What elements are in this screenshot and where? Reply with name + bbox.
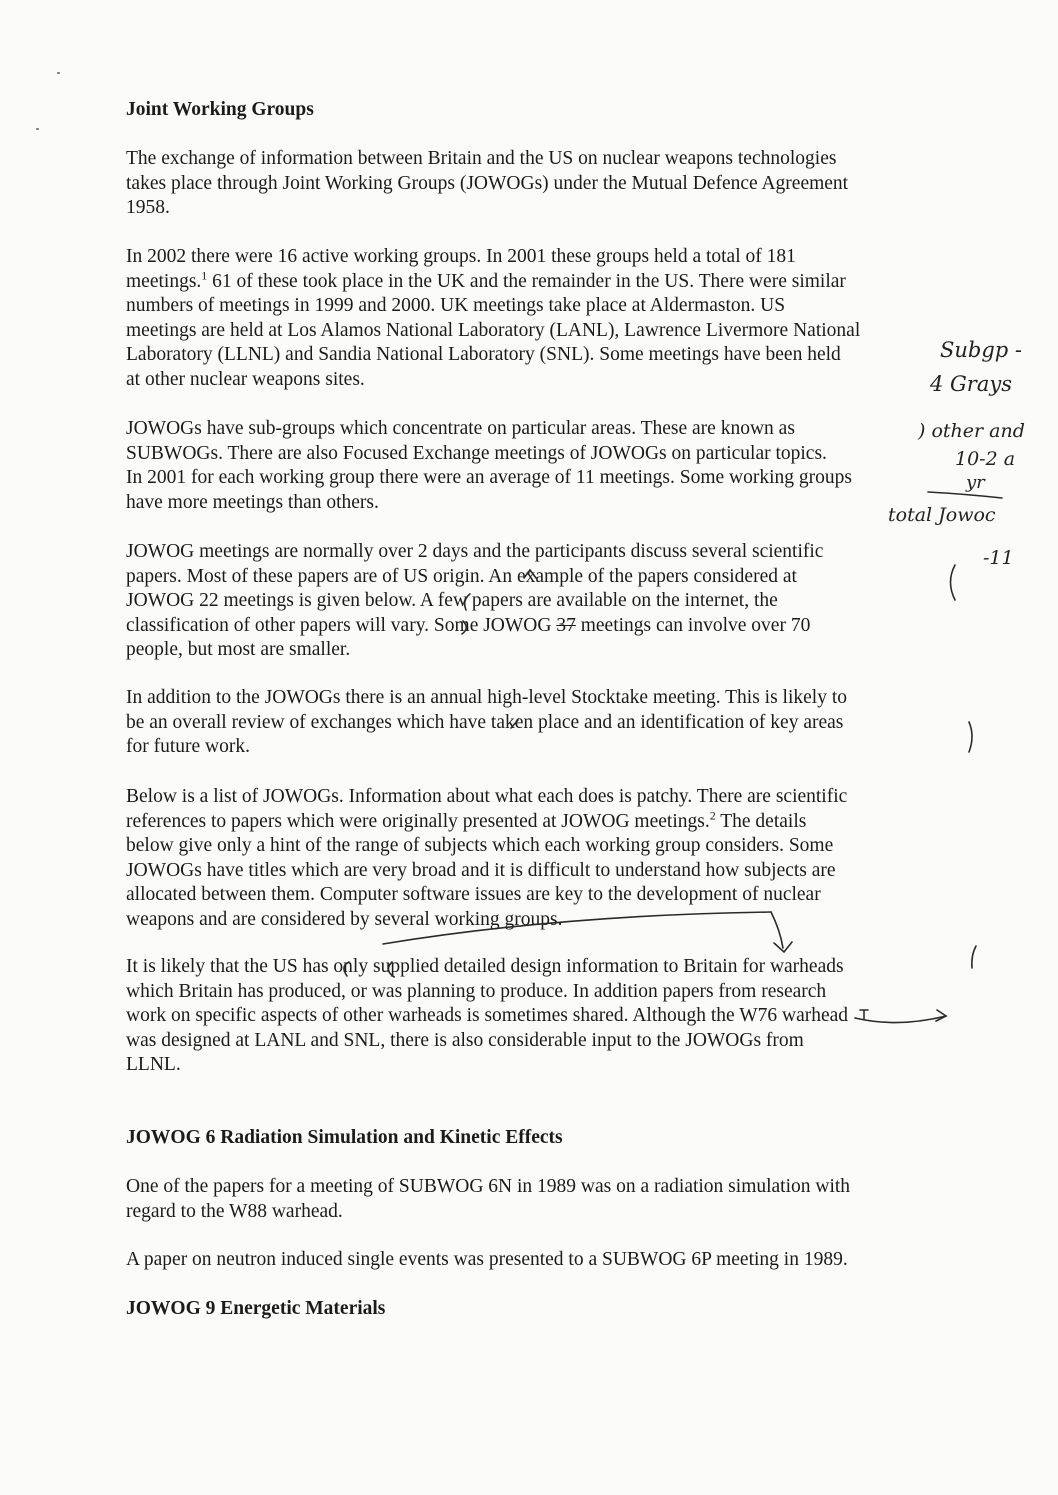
paragraph: In addition to the JOWOGs there is an annual high-level Stocktake meeting. This is likely to be an overall review of exchanges which have taken place and an identification of key areas for future work.: [126, 687, 847, 757]
paragraph: A paper on neutron induced single events was presented to a SUBWOG 6P meeting in 1989.: [126, 1249, 848, 1270]
pen-bracket: [388, 962, 394, 977]
paragraph: In 2002 there were 16 active working groups. In 2001 these groups held a total of 181 meetings.$^1$ 61 of these took place in the UK and the remainder in the US. There were similar numbers of meetings in 1999 and 2000. UK meetings take place at Aldermaston. US meetings are held at Los Alamos National Laboratory (LANL), Lawrence Livermore National Laboratory (LLNL) and Sandia National Laboratory (SNL). Some meetings have been held at other nuclear weapons sites.: [126, 246, 861, 390]
paragraph: The exchange of information between Britain and the US on nuclear weapons technologies takes place through Joint Working Groups (JOWOGs) under the Mutual Defence Agreement 1958.: [126, 148, 849, 218]
paragraph: Below is a list of JOWOGs. Information about what each does is patchy. There are scientific references to papers which were originally presented at JOWOG meetings.$^2$ The details below give only a hint of the range of subjects which each working group considers. Some JOWOGs have titles which are very broad and it is difficult to understand how subjects are allocated between them. Computer software issues are key to the development of nuclear weapons and are considered by several working groups.: [126, 786, 848, 930]
section-heading-jowog-9: JOWOG 9 Energetic Materials: [126, 1298, 386, 1319]
pen-bracket: [951, 565, 956, 600]
section-heading-jowog-6: JOWOG 6 Radiation Simulation and Kinetic Effects: [126, 1127, 563, 1148]
handwritten-note: 4 Grays: [930, 372, 1013, 396]
paragraph: JOWOGs have sub-groups which concentrate on particular areas. These are known as SUBWOGs. There are also Focused Exchange meetings of JOWOGs on particular topics. In 2001 for each working group there were an average of 11 meetings. Some working groups have more meetings than others.: [126, 418, 852, 513]
pen-bracket: [972, 946, 976, 968]
pen-underline: [928, 492, 1002, 498]
pen-arrow-head: [936, 1010, 946, 1021]
handwritten-note: Subgp -: [940, 338, 1023, 362]
pen-bracket: [344, 962, 349, 976]
pen-bracket: [465, 594, 470, 610]
footnote-ref: 2: [709, 808, 716, 822]
handwritten-note: yr: [966, 472, 985, 493]
handwritten-note: 10-2 a: [955, 448, 1016, 470]
handwritten-note: -11: [983, 547, 1014, 569]
pen-insert-mark: [860, 1010, 868, 1019]
pen-insert-mark: [511, 720, 518, 728]
paragraph: One of the papers for a meeting of SUBWOG 6N in 1989 was on a radiation simulation with regard to the W88 warhead.: [126, 1176, 851, 1222]
handwritten-note: total Jowoc: [888, 504, 996, 526]
struck-number: 37: [556, 614, 576, 636]
paragraph: JOWOG meetings are normally over 2 days and the participants discuss several scientific papers. Most of these papers are of US origin. An example of the papers considered at JOWOG 22 meetings is given below. A few papers are available on the internet, the classification of other papers will vary. Some JOWOG 37 meetings can involve over 70 people, but most are smaller.: [126, 541, 824, 660]
paragraph: It is likely that the US has only supplied detailed design information to Britain for warheads which Britain has produced, or was planning to produce. In addition papers from research work on specific aspects of other warheads is sometimes shared. Although the W76 warhead was designed at LANL and SNL, there is also considerable input to the JOWOGs from LLNL.: [126, 956, 849, 1075]
pen-bracket: [969, 722, 972, 752]
section-heading-joint-working-groups: Joint Working Groups: [126, 99, 314, 120]
pen-underline: [855, 1016, 946, 1023]
pen-insert-mark: [524, 570, 536, 578]
pen-bracket: [462, 621, 466, 634]
footnote-ref: 1: [201, 268, 208, 282]
pen-arrow-line: [771, 912, 783, 948]
handwritten-note: ) other and: [918, 420, 1025, 442]
pen-arrow-line: [383, 912, 771, 944]
